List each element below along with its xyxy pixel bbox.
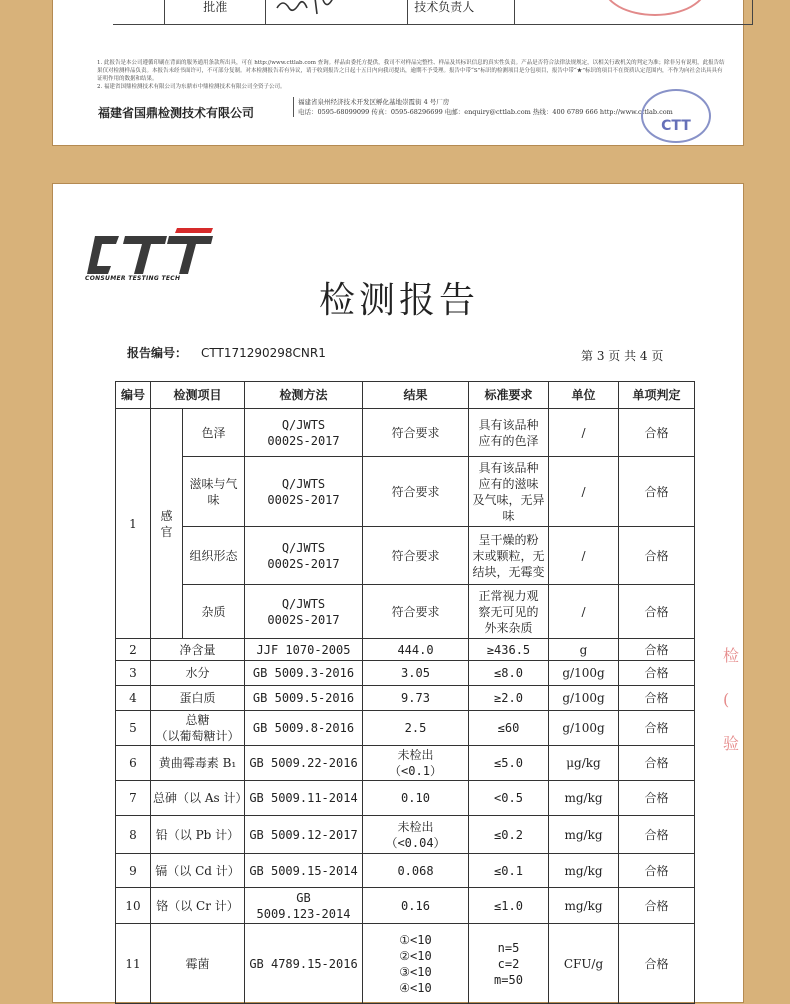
row-result: 符合要求 — [363, 457, 469, 527]
row-unit: mg/kg — [549, 888, 619, 924]
logo-tagline: CONSUMER TESTING TECH — [85, 275, 181, 282]
row-method: Q/JWTS 0002S-2017 — [245, 409, 363, 457]
row-verdict: 合格 — [619, 924, 695, 1004]
row-method: Q/JWTS 0002S-2017 — [245, 585, 363, 639]
row-no: 5 — [116, 711, 151, 746]
row-no: 4 — [116, 686, 151, 711]
col-header-item: 检测项目 — [151, 382, 245, 409]
row-standard: 正常视力观 察无可见的 外来杂质 — [469, 585, 549, 639]
row-standard: 呈干燥的粉 末或颗粒，无 结块，无霉变 — [469, 527, 549, 585]
table-row — [116, 746, 695, 781]
row-result: 2.5 — [363, 711, 469, 746]
row-standard: ≤5.0 — [469, 746, 549, 781]
row-unit: / — [549, 585, 619, 639]
row-verdict: 合格 — [619, 409, 695, 457]
col-header-standard: 标准要求 — [469, 382, 549, 409]
row-verdict: 合格 — [619, 661, 695, 686]
lab-address: 福建省泉州经济技术开发区孵化基地崇霞街 4 号厂房 — [298, 98, 450, 106]
row-result: 0.068 — [363, 854, 469, 888]
row-item: 滋味与气 味 — [183, 457, 245, 527]
row-standard: ≤8.0 — [469, 661, 549, 686]
row-unit: CFU/g — [549, 924, 619, 1004]
table-row — [116, 639, 695, 661]
row-result: 3.05 — [363, 661, 469, 686]
row-verdict: 合格 — [619, 527, 695, 585]
row-unit: μg/kg — [549, 746, 619, 781]
row-standard: <0.5 — [469, 781, 549, 816]
row-verdict: 合格 — [619, 585, 695, 639]
row-verdict: 合格 — [619, 888, 695, 924]
table-row — [116, 888, 695, 924]
row-item: 组织形态 — [183, 527, 245, 585]
page-indicator: 第 3 页 共 4 页 — [581, 349, 664, 363]
row-verdict: 合格 — [619, 816, 695, 854]
row-unit: mg/kg — [549, 854, 619, 888]
row-item: 镉（以 Cd 计） — [151, 854, 245, 888]
ctt-blue-seal: CTT — [641, 89, 711, 143]
table-row — [116, 661, 695, 686]
row-result: 0.10 — [363, 781, 469, 816]
row-unit: g/100g — [549, 711, 619, 746]
lab-contact: 电话：0595-68099099 传真：0595-68296699 电邮：enquiry@cttlab.com 热线：400 6789 666 http://www.cttlab.com — [298, 108, 673, 116]
row-standard: ≤0.1 — [469, 854, 549, 888]
table-row — [116, 686, 695, 711]
sensory-group-label: 感 官 — [151, 409, 183, 639]
row-method: Q/JWTS 0002S-2017 — [245, 457, 363, 527]
row-standard: ≤0.2 — [469, 816, 549, 854]
table-row — [116, 409, 695, 457]
row-standard: 具有该品种 应有的色泽 — [469, 409, 549, 457]
row-standard: 具有该品种 应有的滋味 及气味，无异 味 — [469, 457, 549, 527]
row-method: GB 5009.8-2016 — [245, 711, 363, 746]
row-method: GB 5009.11-2014 — [245, 781, 363, 816]
results-table — [115, 381, 695, 1004]
row-standard: n=5 c=2 m=50 — [469, 924, 549, 1004]
table-row — [116, 527, 695, 585]
row-unit: mg/kg — [549, 781, 619, 816]
approver-cell: 批准 — [165, 0, 266, 25]
row-unit: / — [549, 409, 619, 457]
row-result: 9.73 — [363, 686, 469, 711]
report-number-value: CTT171290298CNR1 — [201, 346, 326, 360]
red-side-stamp: 检 ( 验 — [723, 646, 740, 753]
row-no: 8 — [116, 816, 151, 854]
row-verdict: 合格 — [619, 711, 695, 746]
row-no: 11 — [116, 924, 151, 1004]
lab-name: 福建省国鼎检测技术有限公司 — [98, 106, 255, 120]
page-title: 检测报告 — [318, 280, 479, 321]
row-method: GB 5009.12-2017 — [245, 816, 363, 854]
row-item: 色泽 — [183, 409, 245, 457]
row-method: Q/JWTS 0002S-2017 — [245, 527, 363, 585]
row-method: GB 5009.3-2016 — [245, 661, 363, 686]
row-no: 10 — [116, 888, 151, 924]
row-method: GB 5009.22-2016 — [245, 746, 363, 781]
report-number-label: 报告编号： — [127, 346, 188, 360]
row-item: 总砷（以 As 计） — [151, 781, 245, 816]
row-no: 7 — [116, 781, 151, 816]
report-page-3 — [52, 183, 744, 1003]
col-header-no: 编号 — [116, 382, 151, 409]
row-standard: ≥2.0 — [469, 686, 549, 711]
report-number — [127, 344, 326, 361]
row-no: 3 — [116, 661, 151, 686]
row-unit: g/100g — [549, 661, 619, 686]
row-no: 1 — [116, 409, 151, 639]
row-standard: ≥436.5 — [469, 639, 549, 661]
row-verdict: 合格 — [619, 746, 695, 781]
row-verdict: 合格 — [619, 639, 695, 661]
table-row — [116, 924, 695, 1004]
row-verdict: 合格 — [619, 457, 695, 527]
row-result: 符合要求 — [363, 527, 469, 585]
row-result: 符合要求 — [363, 585, 469, 639]
row-standard: ≤60 — [469, 711, 549, 746]
row-unit: mg/kg — [549, 816, 619, 854]
row-item: 铅（以 Pb 计） — [151, 816, 245, 854]
table-row — [116, 854, 695, 888]
row-item: 铬（以 Cr 计） — [151, 888, 245, 924]
col-header-method: 检测方法 — [245, 382, 363, 409]
report-notes — [97, 59, 727, 91]
row-result: ①<10 ②<10 ③<10 ④<10 — [363, 924, 469, 1004]
col-header-unit: 单位 — [549, 382, 619, 409]
row-verdict: 合格 — [619, 781, 695, 816]
tech-lead-cell: 技术负责人 — [408, 0, 514, 25]
row-item: 杂质 — [183, 585, 245, 639]
handwritten-signature — [267, 0, 347, 20]
row-result: 符合要求 — [363, 409, 469, 457]
col-header-verdict: 单项判定 — [619, 382, 695, 409]
row-item: 净含量 — [151, 639, 245, 661]
row-result: 未检出 （<0.1） — [363, 746, 469, 781]
row-result: 未检出 （<0.04） — [363, 816, 469, 854]
table-header-row — [116, 382, 695, 409]
row-unit: g/100g — [549, 686, 619, 711]
report-page-previous — [52, 0, 744, 146]
note-line-1: 1. 此报告是本公司遵循印刷在背面的服务通用条款所出具，可在 http://www.cttlab.com 查询。样品由委托方提供，我司不对样品完整性、样品及其标识信息的真实性负责。产品是否符合法律法规规定，以相关行政机关的判定为准；除非另有说明，此报告结果仅对检测样品负责。本报告未经书面许可，不可部分复制。对本检测报告若有异议，请于收到报告之日起十五日内向我司提出，逾期不予受理。报告中带“S”标识的检测项目是分包项目，报告中带“★”标识的项目不在资质认定范围内，不作为向社会出具具有证明作用的数据和结果。 — [97, 60, 725, 82]
row-verdict: 合格 — [619, 854, 695, 888]
row-method: GB 5009.5-2016 — [245, 686, 363, 711]
row-no: 2 — [116, 639, 151, 661]
row-unit: / — [549, 527, 619, 585]
row-item: 霉菌 — [151, 924, 245, 1004]
row-result: 444.0 — [363, 639, 469, 661]
table-row — [116, 585, 695, 639]
row-item: 总糖 （以葡萄糖计） — [151, 711, 245, 746]
table-row — [116, 457, 695, 527]
note-line-2: 2. 福建省国鼎检测技术有限公司为东鼎市中鼎检测技术有限公司全资子公司。 — [97, 84, 286, 90]
signature-cell — [266, 0, 408, 25]
row-no: 9 — [116, 854, 151, 888]
row-unit: g — [549, 639, 619, 661]
row-method: GB 4789.15-2016 — [245, 924, 363, 1004]
row-standard: ≤1.0 — [469, 888, 549, 924]
row-method: JJF 1070-2005 — [245, 639, 363, 661]
col-header-result: 结果 — [363, 382, 469, 409]
row-item: 黄曲霉毒素 B₁ — [151, 746, 245, 781]
table-row — [116, 711, 695, 746]
table-row — [116, 781, 695, 816]
row-no: 6 — [116, 746, 151, 781]
row-method: GB 5009.123-2014 — [245, 888, 363, 924]
table-row — [116, 816, 695, 854]
row-item: 蛋白质 — [151, 686, 245, 711]
row-verdict: 合格 — [619, 686, 695, 711]
row-method: GB 5009.15-2014 — [245, 854, 363, 888]
row-result: 0.16 — [363, 888, 469, 924]
row-unit: / — [549, 457, 619, 527]
row-item: 水分 — [151, 661, 245, 686]
